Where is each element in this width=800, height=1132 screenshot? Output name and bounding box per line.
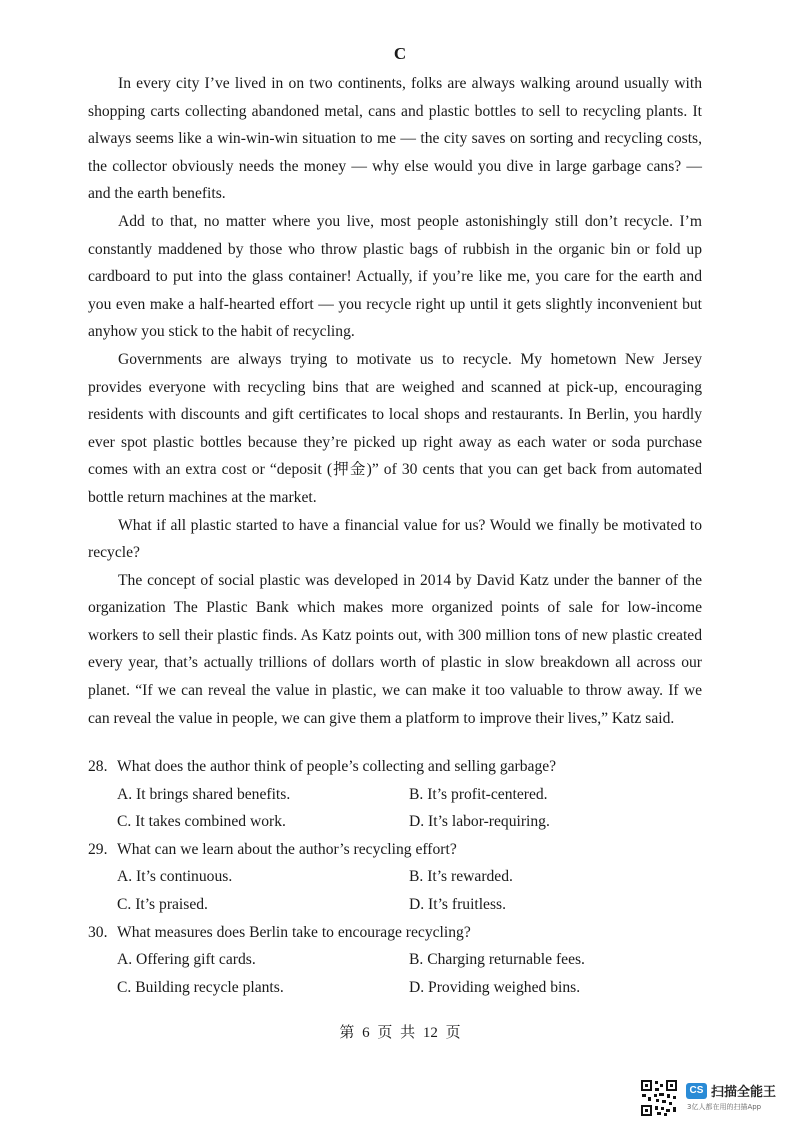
section-title: C: [393, 44, 407, 63]
option-b: B. Charging returnable fees.: [409, 951, 585, 969]
page-footer: 第 6 页 共 12 页: [339, 1025, 461, 1041]
option-c: C. It’s praised.: [117, 895, 208, 913]
scanner-watermark: [640, 1079, 790, 1119]
option-d: D. It’s fruitless.: [409, 895, 507, 913]
option-d: D. Providing weighed bins.: [409, 978, 581, 996]
question-stem: What can we learn about the author’s recycling effort?: [117, 840, 457, 858]
option-a: A. It’s continuous.: [117, 868, 233, 886]
option-c: C. It takes combined work.: [117, 813, 286, 831]
option-c: C. Building recycle plants.: [117, 978, 284, 996]
scanner-tagline: 3亿人都在用的扫描App: [687, 1103, 762, 1111]
passage-paragraph-4: What if all plastic started to have a financial value for us? Would we finally be motivated to recycle?: [88, 516, 702, 562]
camscanner-logo-icon: CS: [686, 1083, 707, 1099]
question-stem: What does the author think of people’s collecting and selling garbage?: [117, 758, 557, 775]
option-a: A. Offering gift cards.: [117, 951, 256, 969]
question-30: [88, 919, 702, 1002]
passage-paragraph-2: Add to that, no matter where you live, most people astonishingly still don’t recycle. I’m constantly maddened by those who throw plastic bags of rubbish in the organic bin or fold up cardboard to put into the glass container! Actually, if you’re like me, you care for the earth and you even make a half-hearted effort — you recycle right up until it gets slightly inconvenient but anyhow you stick to the habit of recycling.: [88, 212, 702, 341]
option-a: A. It brings shared benefits.: [117, 785, 291, 803]
question-list: [88, 753, 702, 1001]
passage-paragraph-5: The concept of social plastic was developed in 2014 by David Katz under the banner of the organization The Plastic Bank which makes more organized points of sale for low-income workers to sell their plastic finds. As Katz points out, with 300 million tons of new plastic created every year, that’s actually trillions of dollars worth of plastic in slow breakdown all across our planet. “If we can reveal the value in plastic, we can make it too valuable to throw away. If we can reveal the value in people, we can give them a platform to improve their lives,” Katz said.: [88, 571, 702, 727]
option-b: B. It’s profit-centered.: [409, 785, 548, 803]
question-28: [88, 753, 702, 836]
option-b: B. It’s rewarded.: [409, 868, 513, 886]
passage-paragraph-3: Governments are always trying to motivate us to recycle. My hometown New Jersey provides everyone with recycling bins that are weighed and scanned at pick-up, encouraging residents with discounts and gift certificates to local shops and restaurants. In Berlin, you hardly ever spot plastic bottles because they’re picked up right away as each water or soda purchase comes with an extra cost or “deposit (押金)” of 30 cents that you can get back from automated bottle return machines at the market.: [88, 350, 702, 506]
reading-passage: [88, 70, 702, 732]
qr-code-icon: [640, 1079, 678, 1117]
question-29: [88, 836, 702, 919]
passage-paragraph-1: In every city I’ve lived in on two continents, folks are always walking around usually with shopping carts collecting abandoned metal, cans and plastic bottles to sell to recycling plants. It always seems like a win-win-win situation to me — the city saves on sorting and recycling costs, the collector obviously needs the money — why else would you dive in large garbage cans? — and the earth benefits.: [88, 75, 702, 203]
question-number: 30.: [88, 923, 108, 941]
question-number: 29.: [88, 840, 108, 858]
question-stem: What measures does Berlin take to encourage recycling?: [117, 923, 471, 941]
option-d: D. It’s labor-requiring.: [409, 813, 550, 831]
question-number: 28.: [88, 758, 108, 775]
scanner-app-name: 扫描全能王: [711, 1085, 777, 1100]
